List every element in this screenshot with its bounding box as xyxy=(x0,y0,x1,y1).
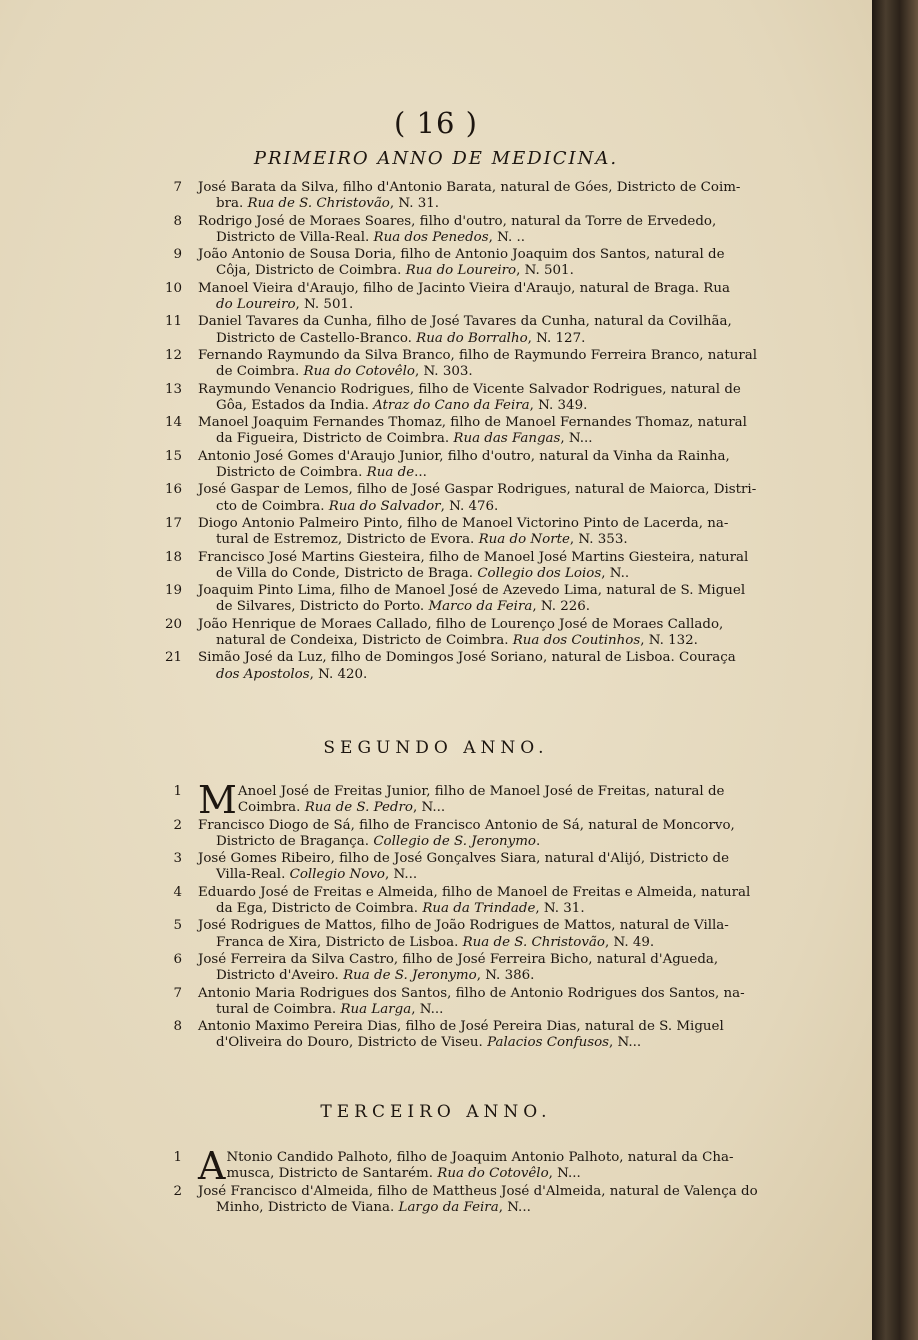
entry-continuation xyxy=(198,633,810,649)
entry-text: Eduardo José de Freitas e Almeida, filho de Manoel de Freitas e Almeida, natural xyxy=(198,884,751,900)
entry-list-primeiro-anno xyxy=(160,180,810,684)
entry-origin: natural de Condeixa, Districto de Coimbra. xyxy=(216,632,513,648)
entry-continuation xyxy=(198,398,810,414)
entry-origin: da Figueira, Districto de Coimbra. xyxy=(216,431,454,447)
entry-text: Anoel José de Freitas Junior, filho de Manoel José de Freitas, natural de xyxy=(237,784,725,799)
entry-house-number: , N. 501. xyxy=(516,263,574,279)
entry-house-number: , N... xyxy=(411,1001,444,1017)
entry-number: 11 xyxy=(164,314,182,330)
entry-line xyxy=(198,415,810,431)
entry-line xyxy=(198,550,810,566)
entry-origin: de Silvares, Districto do Porto. xyxy=(216,599,429,615)
entry-number: 13 xyxy=(164,381,182,397)
entry-number: 12 xyxy=(164,347,182,363)
entry-house-number: , N. 420. xyxy=(309,666,368,682)
entry-line xyxy=(198,348,810,364)
entry-number: 16 xyxy=(164,482,182,498)
entry-house-number: , N. 476. xyxy=(440,498,499,514)
entry-house-number: , N. 127. xyxy=(527,330,586,346)
entry-origin: Franca de Xira, Districto de Lisboa. xyxy=(216,934,463,950)
entry-address: Rua do Cotovêlo xyxy=(303,364,415,380)
entry-text: Antonio Maximo Pereira Dias, filho de José Pereira Dias, natural de S. Miguel xyxy=(198,1019,724,1035)
entry-line xyxy=(198,482,810,498)
entry-text: Fernando Raymundo da Silva Branco, filho de Raymundo Ferreira Branco, natural xyxy=(198,347,758,363)
entry-origin: cto de Coimbra. xyxy=(216,498,329,514)
entry-address: Rua das Fangas xyxy=(453,431,561,447)
entry-number: 9 xyxy=(173,247,182,263)
entry-text: João Antonio de Sousa Doria, filho de Antonio Joaquim dos Santos, natural de xyxy=(198,247,725,263)
entry-address: Rua do Borralho xyxy=(416,330,528,346)
entry-house-number: , N. 501. xyxy=(295,296,354,312)
list-item xyxy=(160,314,810,346)
entry-address: Collegio de S. Jeronymo xyxy=(373,833,536,849)
entry-number: 19 xyxy=(164,583,182,599)
entry-address: Rua de S. Christovão xyxy=(247,196,390,212)
list-item xyxy=(160,778,810,822)
entry-number: 2 xyxy=(173,1183,182,1199)
list-item xyxy=(160,986,810,1018)
entry-text: Ntonio Candido Palhoto, filho de Joaquim Antonio Palhoto, natural da Cha- xyxy=(226,1150,734,1165)
entry-origin: Districto de Villa-Real. xyxy=(216,229,374,245)
entry-origin: Districto de Bragança. xyxy=(216,833,374,849)
entry-address: Rua dos Coutinhos xyxy=(512,632,641,648)
entry-line xyxy=(198,449,810,465)
entry-text: Joaquim Pinto Lima, filho de Manoel José de Azevedo Lima, natural de S. Miguel xyxy=(198,583,746,599)
entry-number: 20 xyxy=(164,616,182,632)
entry-line xyxy=(198,952,810,968)
entry-line xyxy=(198,617,810,633)
entry-continuation xyxy=(198,364,810,380)
entry-continuation xyxy=(198,331,810,347)
entry-origin: tural de Coimbra. xyxy=(216,1001,341,1017)
entry-continuation xyxy=(198,800,810,816)
entry-line xyxy=(198,247,810,263)
entry-address: Rua dos Penedos xyxy=(373,229,489,245)
entry-address: Rua de S. Jeronymo xyxy=(343,968,477,984)
section-title-segundo-anno: SEGUNDO ANNO. xyxy=(323,738,549,758)
entry-origin: musca, Districto de Santarém. xyxy=(226,1166,438,1182)
list-item xyxy=(160,918,810,950)
list-item xyxy=(160,952,810,984)
entry-number: 8 xyxy=(173,1019,182,1035)
entry-number: 8 xyxy=(173,213,182,229)
entry-continuation xyxy=(198,1166,810,1182)
entry-number: 1 xyxy=(173,784,182,799)
entry-origin: Districto de Coimbra. xyxy=(216,464,367,480)
drop-capital: M xyxy=(198,778,237,822)
entry-text: Antonio Maria Rodrigues dos Santos, filho de Antonio Rodrigues dos Santos, na- xyxy=(198,985,745,1001)
entry-text: Francisco José Martins Giesteira, filho de Manoel José Martins Giesteira, natural xyxy=(198,549,749,565)
entry-text: José Francisco d'Almeida, filho de Mattheus José d'Almeida, natural de Valença do xyxy=(198,1183,758,1199)
entry-continuation xyxy=(198,834,810,850)
entry-origin: tural de Estremoz, Districto de Evora. xyxy=(216,532,479,548)
entry-origin: Villa-Real. xyxy=(216,867,290,883)
entry-continuation xyxy=(198,566,810,582)
list-item xyxy=(160,1184,810,1216)
entry-line xyxy=(198,885,810,901)
entry-address: Rua da Trindade xyxy=(422,900,536,916)
entry-house-number: , N... xyxy=(498,1199,531,1215)
entry-text: Diogo Antonio Palmeiro Pinto, filho de Manoel Victorino Pinto de Lacerda, na- xyxy=(198,515,729,531)
entry-number: 3 xyxy=(173,851,182,867)
section-title-terceiro-anno: TERCEIRO ANNO. xyxy=(320,1102,552,1122)
entry-continuation xyxy=(198,1200,810,1216)
page-number: ( 16 ) xyxy=(394,106,478,140)
entry-house-number: , N. 349. xyxy=(529,397,588,413)
entry-house-number: , N. 49. xyxy=(604,934,655,950)
entry-line xyxy=(198,516,810,532)
entry-continuation xyxy=(198,867,810,883)
entry-continuation xyxy=(198,968,810,984)
entry-line xyxy=(198,986,810,1002)
entry-line xyxy=(198,180,810,196)
entry-address: dos Apostolos xyxy=(216,666,310,682)
entry-continuation xyxy=(198,1035,810,1051)
entry-line xyxy=(198,1184,810,1200)
entry-text: José Ferreira da Silva Castro, filho de José Ferreira Bicho, natural d'Agueda, xyxy=(198,951,719,967)
entry-continuation xyxy=(198,599,810,615)
entry-line xyxy=(198,382,810,398)
entry-continuation xyxy=(198,263,810,279)
book-edge xyxy=(872,0,918,1340)
entry-house-number: , N. 353. xyxy=(569,532,628,548)
list-item xyxy=(160,516,810,548)
entry-house-number: , N. 386. xyxy=(476,968,535,984)
entry-house-number: , N... xyxy=(609,1035,642,1051)
list-item xyxy=(160,247,810,279)
entry-address: Rua de S. Pedro xyxy=(304,800,413,816)
entry-address: do Loureiro xyxy=(216,296,296,312)
entry-house-number: , N... xyxy=(548,1166,581,1182)
list-item xyxy=(160,650,810,682)
entry-continuation xyxy=(198,465,810,481)
entry-origin: Gôa, Estados da India. xyxy=(216,397,374,413)
entry-line xyxy=(198,851,810,867)
entry-house-number: , N. .. xyxy=(488,229,525,245)
entry-house-number: ... xyxy=(414,464,427,480)
entry-address: Largo da Feira xyxy=(398,1199,499,1215)
entry-number: 4 xyxy=(173,884,182,900)
list-item xyxy=(160,1144,810,1188)
list-item xyxy=(160,482,810,514)
entry-origin: Districto de Castello-Branco. xyxy=(216,330,417,346)
entry-text: José Barata da Silva, filho d'Antonio Barata, natural de Góes, Districto de Coim- xyxy=(198,180,741,195)
entry-origin: de Coimbra. xyxy=(216,364,304,380)
entry-number: 7 xyxy=(173,180,182,195)
entry-line xyxy=(198,1019,810,1035)
entry-address: Rua do Loureiro xyxy=(405,263,517,279)
entry-text: José Gaspar de Lemos, filho de José Gaspar Rodrigues, natural de Maiorca, Distri- xyxy=(198,482,757,498)
entry-origin: da Ega, Districto de Coimbra. xyxy=(216,900,423,916)
entry-address: Collegio dos Loios xyxy=(477,565,602,581)
entry-number: 21 xyxy=(164,650,182,666)
entry-number: 18 xyxy=(164,549,182,565)
entry-text: Manoel Joaquim Fernandes Thomaz, filho de Manoel Fernandes Thomaz, natural xyxy=(198,415,747,431)
entry-house-number: , N.. xyxy=(601,565,630,581)
entry-origin: bra. xyxy=(216,196,248,212)
list-item xyxy=(160,1019,810,1051)
entry-text: Manoel Vieira d'Araujo, filho de Jacinto Vieira d'Araujo, natural de Braga. Rua xyxy=(198,280,730,296)
entry-house-number: , N... xyxy=(412,800,446,816)
entry-text: Raymundo Venancio Rodrigues, filho de Vicente Salvador Rodrigues, natural de xyxy=(198,381,741,397)
entry-address: Rua do Norte xyxy=(478,532,570,548)
entry-continuation xyxy=(198,499,810,515)
entry-line xyxy=(198,314,810,330)
entry-number: 15 xyxy=(164,448,182,464)
entry-text: José Rodrigues de Mattos, filho de João Rodrigues de Mattos, natural de Villa- xyxy=(198,918,729,934)
entry-continuation xyxy=(198,1002,810,1018)
entry-text: Daniel Tavares da Cunha, filho de José Tavares da Cunha, natural da Covilhãa, xyxy=(198,314,732,330)
entry-house-number: , N. 303. xyxy=(414,364,473,380)
entry-address: Palacios Confusos xyxy=(487,1035,610,1051)
list-item xyxy=(160,180,810,212)
entry-number: 5 xyxy=(173,918,182,934)
drop-capital: A xyxy=(198,1144,226,1188)
entry-line xyxy=(198,214,810,230)
entry-text: Antonio José Gomes d'Araujo Junior, filho d'outro, natural da Vinha da Rainha, xyxy=(198,448,730,464)
entry-continuation xyxy=(198,667,810,683)
entry-origin: Districto d'Aveiro. xyxy=(216,968,344,984)
entry-number: 17 xyxy=(164,515,182,531)
list-item xyxy=(160,415,810,447)
entry-origin: Coimbra. xyxy=(237,800,305,816)
list-item xyxy=(160,550,810,582)
list-item xyxy=(160,617,810,649)
entry-number: 7 xyxy=(173,985,182,1001)
entry-house-number: , N. 31. xyxy=(389,196,440,212)
entry-continuation xyxy=(198,431,810,447)
entry-number: 2 xyxy=(173,817,182,833)
entry-number: 1 xyxy=(173,1150,182,1165)
entry-house-number: , N. 226. xyxy=(532,599,591,615)
list-item xyxy=(160,348,810,380)
entry-address: Collegio Novo xyxy=(289,867,385,883)
list-item xyxy=(160,281,810,313)
entry-continuation xyxy=(198,297,810,313)
entry-continuation xyxy=(198,230,810,246)
entry-number: 14 xyxy=(164,415,182,431)
entry-address: Rua de S. Christovão xyxy=(462,934,605,950)
entry-origin: Minho, Districto de Viana. xyxy=(216,1199,399,1215)
entry-text: João Henrique de Moraes Callado, filho de Lourenço José de Moraes Callado, xyxy=(198,616,724,632)
entry-origin: Côja, Districto de Coimbra. xyxy=(216,263,406,279)
entry-text: José Gomes Ribeiro, filho de José Gonçalves Siara, natural d'Alijó, Districto de xyxy=(198,851,730,867)
entry-line xyxy=(198,918,810,934)
entry-number: 10 xyxy=(164,280,182,296)
entry-text: Francisco Diogo de Sá, filho de Francisco Antonio de Sá, natural de Moncorvo, xyxy=(198,817,735,833)
list-item xyxy=(160,583,810,615)
list-item xyxy=(160,214,810,246)
entry-address: Rua do Cotovêlo xyxy=(437,1166,549,1182)
entry-origin: de Villa do Conde, Districto de Braga. xyxy=(216,565,478,581)
entry-house-number: , N... xyxy=(384,867,418,883)
entry-continuation xyxy=(198,901,810,917)
entry-house-number: , N. 31. xyxy=(535,900,585,916)
entry-house-number: , N... xyxy=(560,431,593,447)
list-item xyxy=(160,382,810,414)
entry-line xyxy=(198,281,810,297)
list-item xyxy=(160,851,810,883)
entry-address: Rua Larga xyxy=(340,1001,412,1017)
entry-line xyxy=(198,650,810,666)
entry-continuation xyxy=(198,532,810,548)
list-item xyxy=(160,885,810,917)
entry-origin: d'Oliveira do Douro, Districto de Viseu. xyxy=(216,1035,488,1051)
entry-address: Marco da Feira xyxy=(428,599,533,615)
entry-list-segundo-anno xyxy=(160,776,810,1053)
entry-continuation xyxy=(198,196,810,212)
entry-list-terceiro-anno xyxy=(160,1142,810,1217)
entry-house-number: , N. 132. xyxy=(640,632,698,648)
list-item xyxy=(160,449,810,481)
entry-address: Atraz do Cano da Feira xyxy=(373,397,530,413)
entry-house-number: . xyxy=(535,833,541,849)
entry-number: 6 xyxy=(173,951,182,967)
entry-address: Rua de xyxy=(366,464,415,480)
entry-text: Rodrigo José de Moraes Soares, filho d'outro, natural da Torre de Ervededo, xyxy=(198,213,717,229)
entry-address: Rua do Salvador xyxy=(328,498,441,514)
entry-text: Simão José da Luz, filho de Domingos José Soriano, natural de Lisboa. Couraça xyxy=(198,650,736,666)
section-title-primeiro-anno: PRIMEIRO ANNO DE MEDICINA. xyxy=(253,148,619,169)
entry-continuation xyxy=(198,935,810,951)
entry-line xyxy=(198,818,810,834)
list-item xyxy=(160,818,810,850)
entry-line xyxy=(198,583,810,599)
